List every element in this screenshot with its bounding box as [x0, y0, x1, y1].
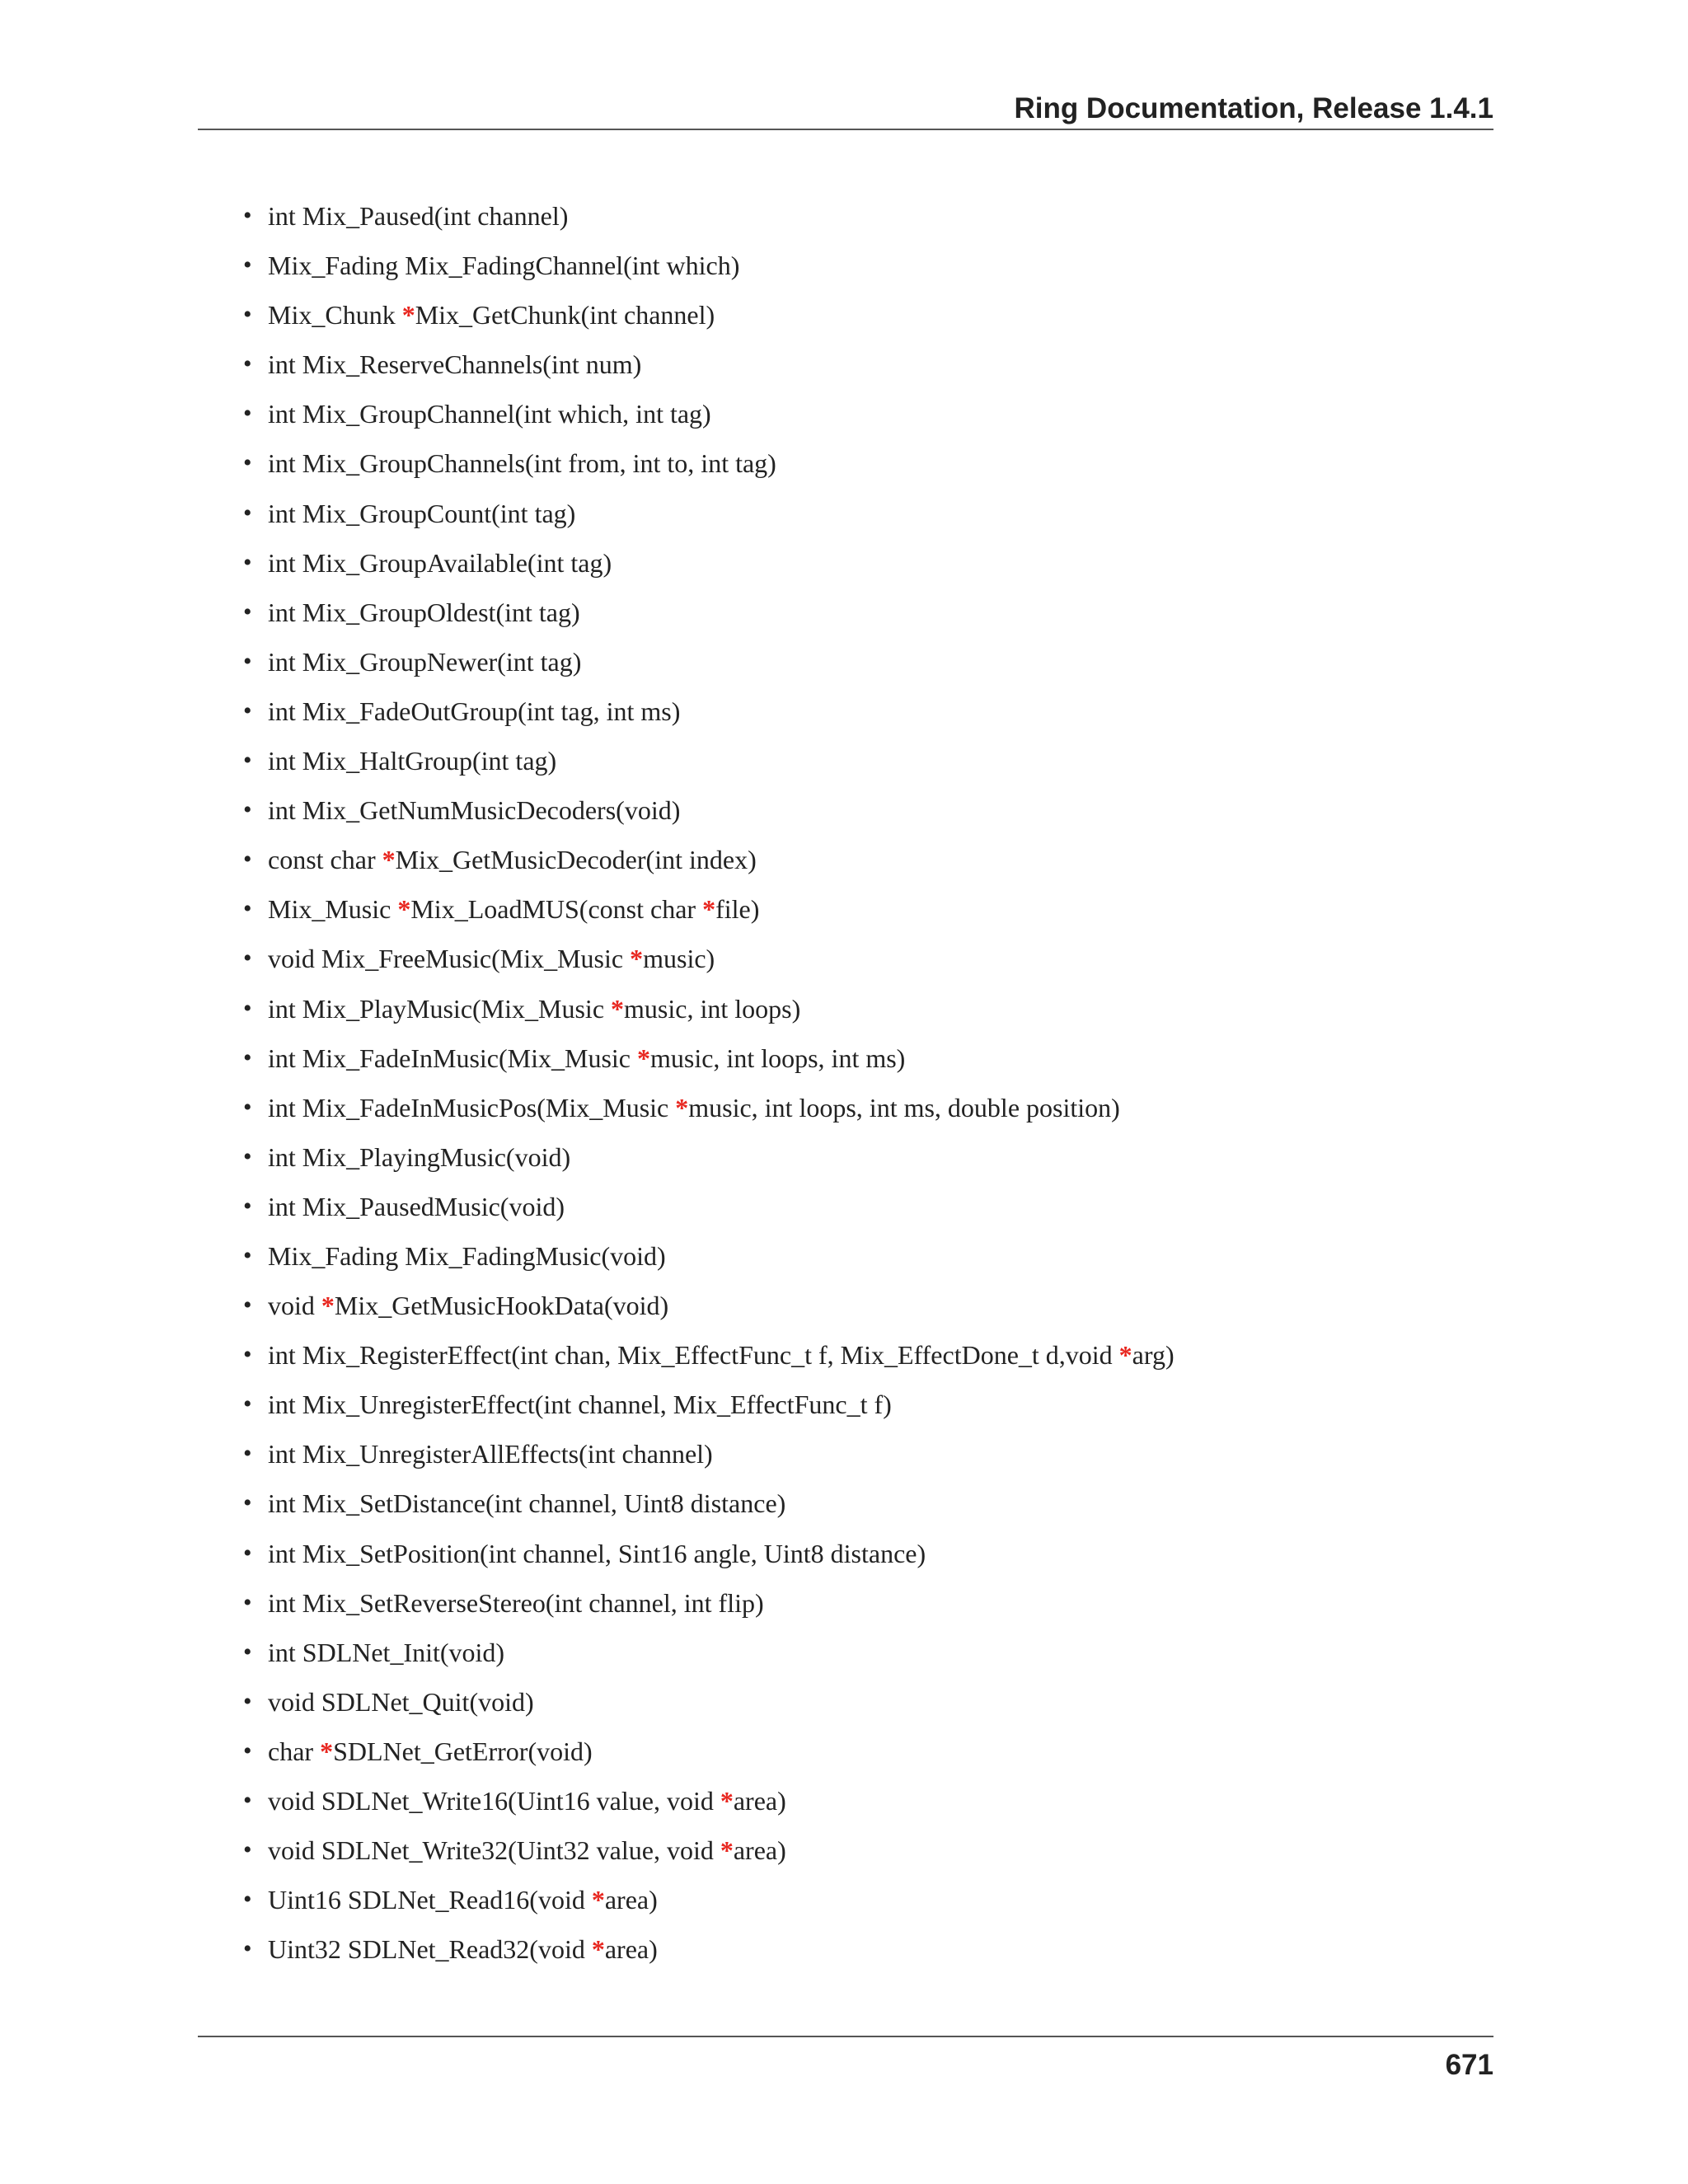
function-signature: int SDLNet_Init(void): [268, 1637, 505, 1667]
bullet-icon: •: [243, 747, 252, 775]
function-signature: int Mix_SetDistance(int channel, Uint8 distance): [268, 1488, 786, 1519]
function-signature: void SDLNet_Write32(Uint32 value, void *area): [268, 1835, 786, 1866]
function-signature: void SDLNet_Write16(Uint16 value, void *area): [268, 1786, 786, 1816]
bullet-icon: •: [243, 1588, 252, 1616]
function-signature: Mix_Chunk *Mix_GetChunk(int channel): [268, 300, 715, 330]
bullet-icon: •: [243, 251, 252, 279]
pointer-asterisk: *: [320, 1736, 334, 1766]
bullet-icon: •: [243, 499, 252, 527]
function-signature: int Mix_PlayingMusic(void): [268, 1141, 571, 1172]
pointer-asterisk: *: [591, 1934, 605, 1965]
list-item: [243, 1924, 1479, 1974]
function-signature: Mix_Music *Mix_LoadMUS(const char *file): [268, 894, 760, 925]
list-item: [243, 1529, 1479, 1578]
list-item: [243, 538, 1479, 588]
function-signature: int Mix_ReserveChannels(int num): [268, 349, 642, 380]
bullet-icon: •: [243, 400, 252, 428]
bullet-icon: •: [243, 846, 252, 874]
function-signature: Mix_Fading Mix_FadingMusic(void): [268, 1240, 666, 1271]
bullet-icon: •: [243, 598, 252, 626]
function-signature: int Mix_GetNumMusicDecoders(void): [268, 795, 681, 826]
bullet-icon: •: [243, 1341, 252, 1369]
function-signature: int Mix_PlayMusic(Mix_Music *music, int loops): [268, 993, 801, 1024]
function-signature: int Mix_GroupChannel(int which, int tag): [268, 399, 711, 429]
bullet-icon: •: [243, 1192, 252, 1220]
list-item: [243, 241, 1479, 290]
list-item: [243, 1628, 1479, 1677]
bullet-icon: •: [243, 1836, 252, 1864]
function-signature: int Mix_HaltGroup(int tag): [268, 746, 557, 776]
list-item: [243, 1677, 1479, 1727]
bullet-icon: •: [243, 1043, 252, 1071]
function-signature: int Mix_FadeInMusic(Mix_Music *music, int loops, int ms): [268, 1043, 906, 1073]
bullet-icon: •: [243, 1291, 252, 1319]
list-item: [243, 934, 1479, 983]
bullet-icon: •: [243, 1390, 252, 1418]
function-signature-list: [243, 191, 1479, 1974]
list-item: [243, 785, 1479, 835]
bullet-icon: •: [243, 796, 252, 824]
list-item: [243, 290, 1479, 340]
list-item: [243, 191, 1479, 241]
bullet-icon: •: [243, 1142, 252, 1170]
function-signature: int Mix_UnregisterEffect(int channel, Mix_EffectFunc_t f): [268, 1390, 892, 1420]
function-signature: int Mix_FadeInMusicPos(Mix_Music *music, int loops, int ms, double position): [268, 1092, 1120, 1122]
list-item: [243, 1578, 1479, 1628]
function-signature: int Mix_SetReverseStereo(int channel, int flip): [268, 1587, 764, 1618]
list-item: [243, 1380, 1479, 1429]
bullet-icon: •: [243, 1440, 252, 1468]
function-signature: int Mix_GroupChannels(int from, int to, int tag): [268, 448, 776, 479]
bullet-icon: •: [243, 1489, 252, 1517]
bullet-icon: •: [243, 944, 252, 972]
list-item: [243, 1875, 1479, 1924]
function-signature: Uint16 SDLNet_Read16(void *area): [268, 1885, 658, 1915]
pointer-asterisk: *: [397, 894, 411, 925]
pointer-asterisk: *: [720, 1786, 734, 1816]
function-signature: int Mix_FadeOutGroup(int tag, int ms): [268, 696, 681, 726]
bullet-icon: •: [243, 1935, 252, 1963]
function-signature: Uint32 SDLNet_Read32(void *area): [268, 1934, 658, 1965]
pointer-asterisk: *: [321, 1291, 335, 1321]
page-number: 671: [1445, 2049, 1493, 2081]
list-item: [243, 1330, 1479, 1380]
list-item: [243, 1429, 1479, 1479]
list-item: [243, 1182, 1479, 1231]
list-item: [243, 884, 1479, 934]
pointer-asterisk: *: [675, 1092, 689, 1122]
function-signature: int Mix_GroupOldest(int tag): [268, 597, 580, 627]
pointer-asterisk: *: [702, 894, 716, 925]
bullet-icon: •: [243, 994, 252, 1022]
bullet-icon: •: [243, 696, 252, 724]
list-item: [243, 1776, 1479, 1825]
list-item: [243, 687, 1479, 736]
bullet-icon: •: [243, 202, 252, 229]
pointer-asterisk: *: [630, 944, 644, 974]
bullet-icon: •: [243, 449, 252, 477]
list-item: [243, 1825, 1479, 1875]
function-signature: char *SDLNet_GetError(void): [268, 1736, 593, 1766]
bullet-icon: •: [243, 1638, 252, 1666]
list-item: [243, 1727, 1479, 1776]
list-item: [243, 1479, 1479, 1528]
function-signature: const char *Mix_GetMusicDecoder(int index): [268, 845, 757, 875]
pointer-asterisk: *: [401, 300, 415, 330]
page-footer: [198, 2036, 1493, 2081]
list-item: [243, 637, 1479, 687]
main-content: [243, 191, 1479, 1974]
list-item: [243, 736, 1479, 785]
bullet-icon: •: [243, 548, 252, 576]
bullet-icon: •: [243, 1886, 252, 1914]
list-item: [243, 489, 1479, 538]
list-item: [243, 340, 1479, 389]
bullet-icon: •: [243, 1093, 252, 1121]
page-header: [198, 92, 1493, 130]
bullet-icon: •: [243, 1736, 252, 1765]
pointer-asterisk: *: [611, 993, 625, 1024]
list-item: [243, 1132, 1479, 1182]
bullet-icon: •: [243, 895, 252, 923]
bullet-icon: •: [243, 1241, 252, 1269]
list-item: [243, 588, 1479, 637]
bullet-icon: •: [243, 647, 252, 675]
list-item: [243, 1231, 1479, 1281]
function-signature: int Mix_RegisterEffect(int chan, Mix_EffectFunc_t f, Mix_EffectDone_t d,void *arg): [268, 1340, 1175, 1371]
list-item: [243, 1083, 1479, 1132]
pointer-asterisk: *: [591, 1885, 605, 1915]
list-item: [243, 1281, 1479, 1330]
function-signature: int Mix_GroupCount(int tag): [268, 498, 576, 528]
function-signature: int Mix_GroupNewer(int tag): [268, 646, 582, 677]
function-signature: void Mix_FreeMusic(Mix_Music *music): [268, 944, 715, 974]
pointer-asterisk: *: [382, 845, 396, 875]
function-signature: void *Mix_GetMusicHookData(void): [268, 1291, 669, 1321]
function-signature: void SDLNet_Quit(void): [268, 1686, 534, 1717]
list-item: [243, 438, 1479, 488]
document-title: Ring Documentation, Release 1.4.1: [1014, 92, 1493, 124]
function-signature: int Mix_SetPosition(int channel, Sint16 angle, Uint8 distance): [268, 1538, 926, 1568]
pointer-asterisk: *: [636, 1043, 650, 1073]
bullet-icon: •: [243, 301, 252, 329]
function-signature: Mix_Fading Mix_FadingChannel(int which): [268, 251, 740, 281]
bullet-icon: •: [243, 1687, 252, 1715]
list-item: [243, 1033, 1479, 1083]
pointer-asterisk: *: [720, 1835, 734, 1866]
function-signature: int Mix_GroupAvailable(int tag): [268, 547, 612, 578]
list-item: [243, 835, 1479, 884]
pointer-asterisk: *: [1118, 1340, 1132, 1371]
list-item: [243, 389, 1479, 438]
function-signature: int Mix_PausedMusic(void): [268, 1191, 565, 1221]
list-item: [243, 984, 1479, 1033]
bullet-icon: •: [243, 1539, 252, 1567]
function-signature: int Mix_Paused(int channel): [268, 201, 569, 231]
bullet-icon: •: [243, 1787, 252, 1814]
function-signature: int Mix_UnregisterAllEffects(int channel): [268, 1439, 713, 1469]
bullet-icon: •: [243, 350, 252, 378]
